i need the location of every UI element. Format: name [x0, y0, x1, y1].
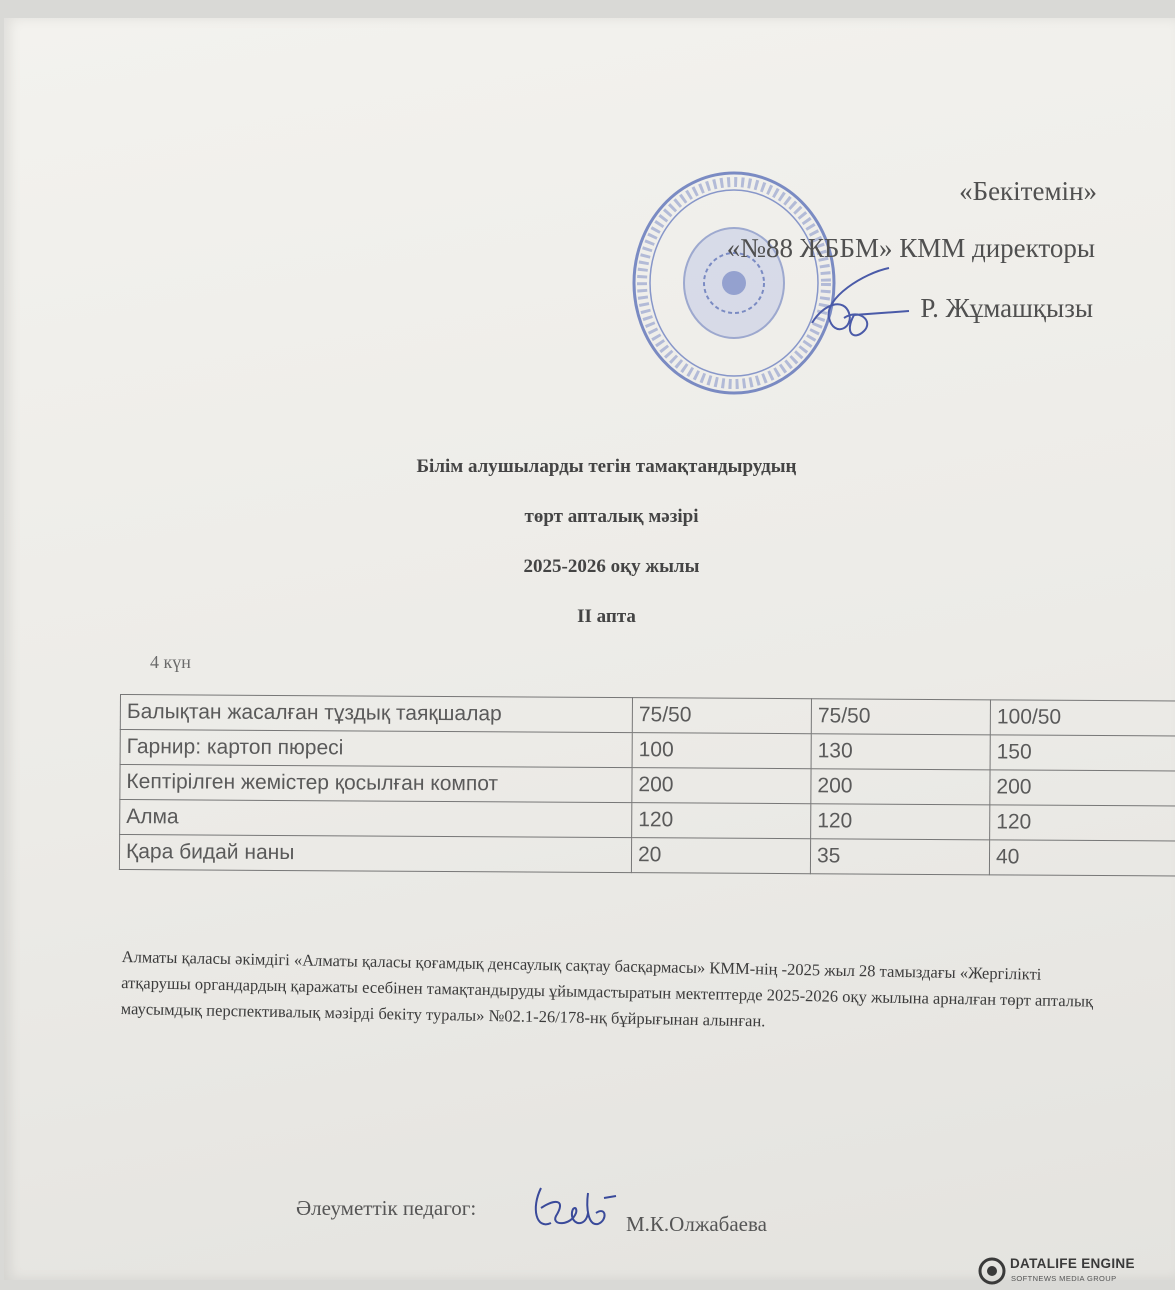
dish-name: Алма: [120, 800, 632, 838]
source-note: Алматы қаласы әкімдігі «Алматы қаласы қоғамдық денсаулық сақтау басқармасы» КММ-нің -2025 жыл 28 тамыздағы «Жергілікті атқарушы органдардың қаражаты есебінен тамақтандыруды ұйымдастыратын мектептерде 2025-2026 оқу жылына арналған төрт апталық маусымдық перспективалық мәзірді бекіту туралы» №02.1-26/178-нқ бұйрығынан алынған.: [120, 946, 1094, 1031]
portion-cell: 130: [811, 734, 990, 770]
menu-table: [119, 694, 1175, 876]
heading-school-year: 2025-2026 оқу жылы: [523, 556, 700, 577]
table-row: [119, 835, 1175, 876]
portion-cell: 20: [631, 838, 810, 874]
approval-organization: «№88 ЖББМ» КММ директоры: [726, 233, 1095, 263]
portion-cell: 35: [810, 839, 989, 875]
portion-cell: 100/50: [990, 700, 1175, 736]
document-page: [4, 18, 1175, 1283]
portion-cell: 200: [990, 770, 1175, 806]
pedagog-signature: [526, 1168, 621, 1238]
day-label: 4 күн: [150, 652, 191, 672]
datalife-logo-icon: [978, 1257, 1006, 1285]
portion-cell: 120: [811, 804, 990, 840]
heading-line-1: Білім алушыларды тегін тамақтандырудың: [416, 456, 797, 477]
portion-cell: 120: [632, 803, 811, 839]
portion-cell: 100: [632, 733, 811, 769]
approval-director-name: Р. Жұмашқызы: [920, 293, 1093, 323]
heading-week: II апта: [577, 606, 636, 627]
signoff-name: М.К.Олжабаева: [626, 1212, 767, 1236]
signoff-role: Әлеуметтік педагог:: [296, 1196, 477, 1220]
portion-cell: 150: [990, 735, 1175, 771]
dish-name: Кептірілген жемістер қосылған компот: [120, 765, 632, 803]
portion-cell: 120: [990, 805, 1175, 841]
dish-name: Қара бидай наны: [119, 835, 631, 873]
heading-line-2: төрт апталық мәзірі: [524, 506, 699, 527]
director-signature: [804, 263, 914, 343]
watermark-subtitle: SOFTNEWS MEDIA GROUP: [1011, 1274, 1117, 1283]
portion-cell: 75/50: [632, 698, 811, 734]
portion-cell: 200: [811, 769, 990, 805]
portion-cell: 40: [989, 840, 1175, 876]
portion-cell: 200: [632, 768, 811, 804]
dish-name: Гарнир: картоп пюресі: [120, 730, 632, 768]
approval-label: «Бекітемін»: [959, 176, 1097, 206]
portion-cell: 75/50: [811, 699, 990, 735]
signoff: [296, 1196, 767, 1236]
watermark-title: DATALIFE ENGINE: [1010, 1256, 1135, 1271]
dish-name: Балықтан жасалған тұздық таяқшалар: [120, 695, 632, 733]
watermark: [978, 1254, 1153, 1290]
